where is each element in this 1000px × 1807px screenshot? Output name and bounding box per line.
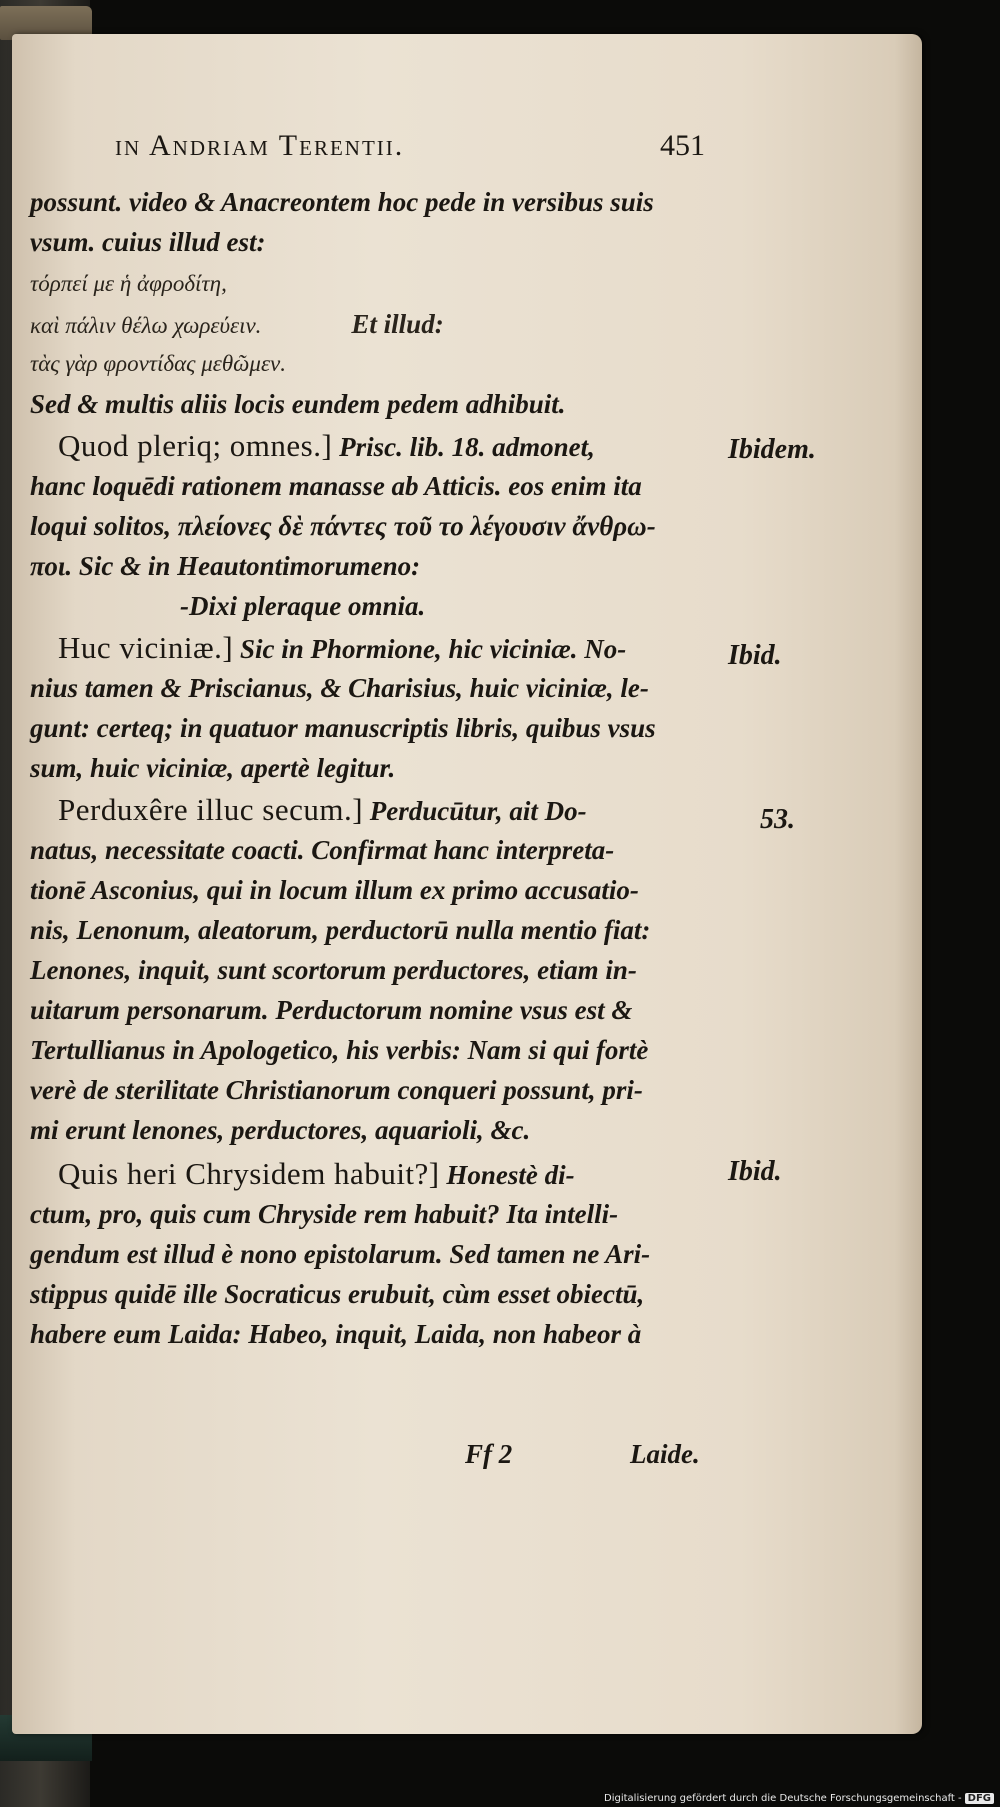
margin-note: Ibid. [728,1156,782,1187]
digitization-credit [604,1793,994,1804]
inline-et-illud: Et illud: [351,309,444,339]
text-line: Tertullianus in Apologetico, his verbis: Nam si qui fortè [30,1035,649,1065]
text-line: natus, necessitate coacti. Confirmat hanc interpreta- [30,835,615,865]
text-line: loqui solitos, πλείονες δὲ πάντες τοῦ το λέγουσιν ἄνθρω- [30,511,656,541]
text-line: gunt: certeq; in quatuor manuscriptis libris, quibus vsus [30,713,656,743]
catchword: Laide. [630,1439,700,1469]
text-line: Perduxêre illuc secum.] Perducūtur, ait Do- [58,792,587,827]
margin-note: 53. [760,804,795,835]
margin-note: Ibidem. [728,434,816,465]
text-line: gendum est illud è nono epistolarum. Sed tamen ne Ari- [30,1239,651,1269]
credit-text: Digitalisierung gefördert durch die Deutsche Forschungsgemeinschaft - [604,1793,962,1804]
scan-background-top [0,0,1000,38]
text-line: nius tamen & Priscianus, & Charisius, huic viciniæ, le- [30,673,649,703]
text-line: habere eum Laida: Habeo, inquit, Laida, non habeor à [30,1319,642,1349]
lemma: Quod pleriq; omnes.] [58,428,333,463]
running-header: in Andriam Terentii. [115,129,405,162]
text-line: Quod pleriq; omnes.] Prisc. lib. 18. admonet, [58,428,595,463]
text-line: tionē Asconius, qui in locum illum ex primo accusatio- [30,875,639,905]
text-line: Sed & multis aliis locis eundem pedem adhibuit. [30,389,566,419]
greek-verse-line: καὶ πάλιν θέλω χωρεύειν. Et illud: [30,309,444,339]
page-number: 451 [660,129,705,162]
text-line: stippus quidē ille Socraticus erubuit, cùm esset obiectū, [30,1279,645,1309]
dfg-logo: DFG [965,1793,994,1804]
text-line: verè de sterilitate Christianorum conqueri possunt, pri- [30,1075,643,1105]
page-text-block [20,34,900,1734]
quotation-line: -Dixi pleraque omnia. [180,591,426,621]
text-line: possunt. video & Anacreontem hoc pede in versibus suis [30,187,654,217]
text-line: nis, Lenonum, aleatorum, perductorū nulla mentio fiat: [30,915,651,945]
text-line: ctum, pro, quis cum Chryside rem habuit? Ita intelli- [30,1199,619,1229]
text-line: ποι. Sic & in Heautontimorumeno: [30,551,421,581]
margin-note: Ibid. [728,640,782,671]
text-line: mi erunt lenones, perductores, aquarioli, &c. [30,1115,531,1145]
signature-mark: Ff 2 [465,1439,513,1469]
lemma: Huc viciniæ.] [58,630,234,665]
text-line: hanc loquēdi rationem manasse ab Atticis. eos enim ita [30,471,642,501]
lemma: Quis heri Chrysidem habuit?] [58,1156,440,1191]
book-page [12,34,922,1734]
text-line: Lenones, inquit, sunt scortorum perductores, etiam in- [30,955,637,985]
greek-verse-line: τὰς γὰρ φροντίδας μεθῶμεν. [30,351,286,376]
text-line: Quis heri Chrysidem habuit?] Honestè di- [58,1156,575,1191]
text-line: uitarum personarum. Perductorum nomine vsus est & [30,995,633,1025]
text-line: sum, huic viciniæ, apertè legitur. [30,753,396,783]
greek-verse-line: τόρπεί με ἡ ἀφροδίτη, [30,271,227,296]
text-line: Huc viciniæ.] Sic in Phormione, hic viciniæ. No- [58,630,627,665]
lemma: Perduxêre illuc secum.] [58,792,364,827]
text-line: vsum. cuius illud est: [30,227,266,257]
